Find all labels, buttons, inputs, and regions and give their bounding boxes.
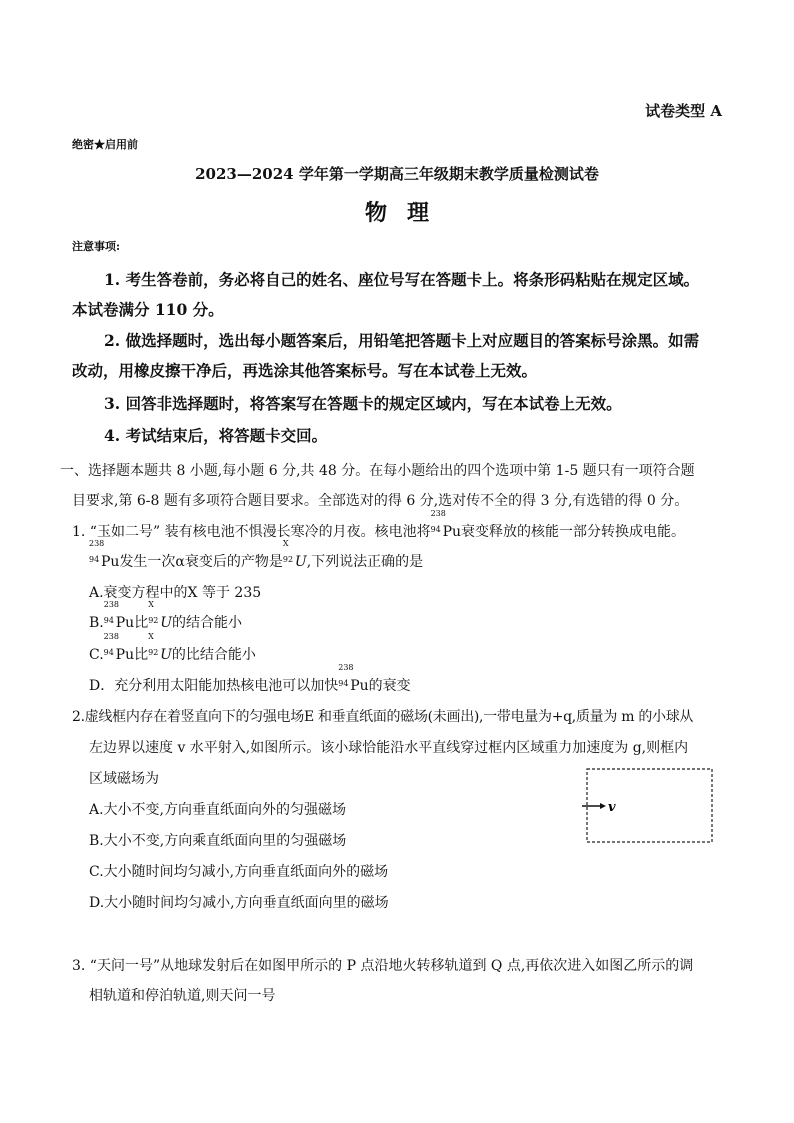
nuclide-pu: 238 94 Pu — [430, 509, 462, 540]
section-1-line-2: 目要求,第 6-8 题有多项符合题目要求。全部选对的得 6 分,选对传不全的得 3 分,有选错的得 0 分。 — [72, 493, 689, 509]
nuclide-u: X 92 U — [148, 632, 172, 663]
notice-heading: 注意事项: — [72, 240, 121, 253]
q2-option-a: A.大小不变,方向垂直纸面向外的匀强磁场 — [89, 802, 347, 818]
q1-option-a: A.衰变方程中的X 等于 235 — [89, 585, 262, 601]
notice-line-3: 2. 做选择题时，选出每小题答案后，用铅笔把答题卡上对应题目的答案标号涂黑。如需 — [104, 331, 700, 350]
q1-line-1: 1. “玉如二号” 装有核电池不惧漫长寒冷的月夜。核电池将 238 94 Pu衰变释放的核能一部分转换成电能。 — [72, 517, 685, 548]
notice-line-5: 3. 回答非选择题时，将答案写在答题卡的规定区域内，写在本试卷上无效。 — [104, 394, 622, 413]
notice-line-1: 1. 考生答卷前，务必将自己的姓名、座位号写在答题卡上。将条形码粘贴在规定区域。 — [104, 270, 700, 289]
q2-line-2: 左边界以速度 v 水平射入,如图所示。该小球恰能沿水平直线穿过框内区域重力加速度为 g,则框内 — [89, 740, 689, 756]
secret-label: 绝密★启用前 — [72, 138, 138, 151]
subject-title: 物理 — [364, 200, 449, 226]
q2-option-b: B.大小不变,方向乘直纸面向里的匀强磁场 — [89, 833, 347, 849]
q2-line-1: 2.虚线框内存在着竖直向下的匀强电场E 和垂直纸面的磁场(未画出),一带电量为+q,质量为 m 的小球从 — [72, 709, 694, 725]
exam-title: 2023—2024 学年第一学期高三年级期末教学质量检测试卷 — [195, 165, 599, 183]
notice-line-4: 改动，用橡皮擦干净后，再选涂其他答案标号。写在本试卷上无效。 — [72, 361, 538, 380]
dashed-field-box — [587, 769, 712, 842]
q2-option-c: C.大小随时间均匀减小,方向垂直纸面向外的磁场 — [89, 864, 389, 880]
q2-line-3: 区域磁场为 — [89, 771, 159, 787]
field-region-figure — [580, 767, 715, 845]
notice-line-6: 4. 考试结束后，将答题卡交回。 — [104, 426, 328, 445]
q1-option-d: D．充分利用太阳能加热核电池可以加快 238 94 Pu的衰变 — [89, 671, 411, 702]
notice-line-2: 本试卷满分 110 分。 — [72, 300, 224, 319]
arrow-head-icon — [600, 803, 606, 809]
q1-option-c: C. 238 94 Pu比 X 92 U的比结合能小 — [89, 640, 256, 671]
nuclide-u: X 92 U — [282, 539, 307, 570]
nuclide-u: X 92 U — [148, 600, 172, 631]
nuclide-pu: 238 94 Pu — [103, 632, 135, 663]
q1-option-b: B. 238 94 Pu比 X 92 U的结合能小 — [89, 608, 242, 639]
q2-option-d: D.大小随时间均匀减小,方向垂直纸面向里的磁场 — [89, 895, 389, 911]
nuclide-pu: 238 94 Pu — [103, 600, 135, 631]
nuclide-pu: 238 94 Pu — [89, 539, 120, 570]
nuclide-pu: 238 94 Pu — [338, 663, 369, 694]
q3-line-2: 相轨道和停泊轨道,则天问一号 — [89, 988, 276, 1004]
velocity-label: v — [608, 800, 616, 815]
q1-line-2: 238 94 Pu发生一次α衰变后的产物是 X 92 U,下列说法正确的是 — [89, 547, 423, 578]
q3-line-1: 3. “天问一号”从地球发射后在如图甲所示的 P 点沿地火转移轨道到 Q 点,再依次进入如图乙所示的调 — [72, 958, 694, 974]
paper-type: 试卷类型 A — [645, 102, 722, 120]
section-1-line-1: 一、选择题本题共 8 小题,每小题 6 分,共 48 分。在每小题给出的四个选项中第 1-5 题只有一项符合题 — [60, 463, 695, 479]
